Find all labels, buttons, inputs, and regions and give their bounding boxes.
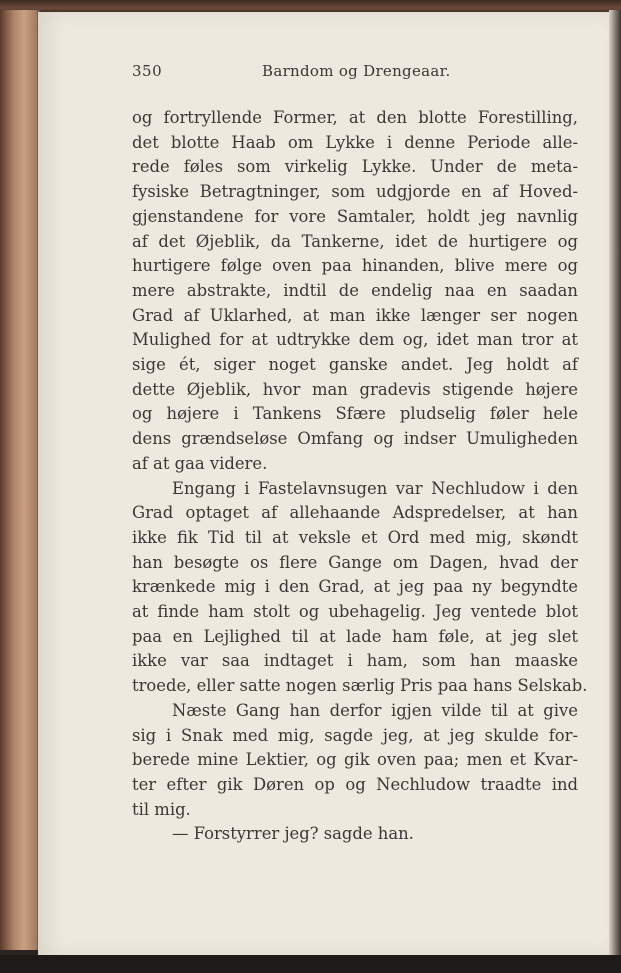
text-line: hurtigere følge oven paa hinanden, blive mere og — [132, 256, 578, 276]
text-line: til mig. — [132, 799, 191, 819]
text-line: af at gaa videre. — [132, 453, 268, 473]
dialogue-line: — Forstyrrer jeg? sagde han. — [172, 824, 414, 844]
text-line: af det Øjeblik, da Tankerne, idet de hurtigere og — [132, 231, 578, 251]
text-line: fysiske Betragtninger, som udgjorde en af Hoved- — [132, 182, 578, 202]
text-line: Grad af Uklarhed, at man ikke længer ser nogen — [132, 305, 578, 325]
page-edge-shadow — [609, 10, 621, 960]
text-line: berede mine Lektier, og gik oven paa; men et Kvar- — [132, 750, 578, 770]
text-line: at finde ham stolt og ubehagelig. Jeg ventede blot — [132, 602, 578, 622]
text-line: ikke fik Tid til at veksle et Ord med mig, skøndt — [132, 527, 578, 547]
text-line: dens grændseløse Omfang og indser Umuligheden — [132, 429, 578, 449]
text-line: ikke var saa indtaget i ham, som han maaske — [132, 651, 578, 671]
text-line: sig i Snak med mig, sagde jeg, at jeg skulde for- — [132, 725, 578, 745]
text-line: Engang i Fastelavnsugen var Nechludow i den — [172, 478, 578, 498]
text-line: Grad optaget af allehaande Adspredelser, at han — [132, 503, 578, 523]
running-title: Barndom og Drengeaar. — [262, 62, 451, 80]
page-number: 350 — [132, 62, 163, 80]
text-line: gjenstandene for vore Samtaler, holdt jeg navnlig — [132, 206, 578, 226]
text-line: dette Øjeblik, hvor man gradevis stigende højere — [132, 379, 578, 399]
text-line: og højere i Tankens Sfære pludselig føler hele — [132, 404, 578, 424]
text-line: paa en Lejlighed til at lade ham føle, at jeg slet — [132, 626, 578, 646]
book-spine — [0, 10, 40, 950]
text-line: sige ét, siger noget ganske andet. Jeg holdt af — [132, 355, 578, 375]
text-line: det blotte Haab om Lykke i denne Periode alle- — [132, 132, 578, 152]
text-line: ter efter gik Døren op og Nechludow traadte ind — [132, 774, 578, 794]
text-line: og fortryllende Former, at den blotte Forestilling, — [132, 108, 578, 127]
text-line: Mulighed for at udtrykke dem og, idet man tror at — [132, 330, 578, 350]
body-text — [132, 106, 588, 847]
text-line: mere abstrakte, indtil de endelig naa en saadan — [132, 280, 578, 300]
paragraph — [132, 106, 578, 477]
text-line: Næste Gang han derfor igjen vilde til at give — [172, 700, 578, 720]
paragraph — [132, 699, 578, 823]
paragraph — [132, 822, 578, 847]
text-line: rede føles som virkelig Lykke. Under de meta- — [132, 157, 578, 177]
text-line: krænkede mig i den Grad, at jeg paa ny begyndte — [132, 577, 578, 597]
text-line: han besøgte os flere Gange om Dagen, hvad der — [132, 552, 578, 572]
text-line: troede, eller satte nogen særlig Pris paa hans Selskab. — [132, 676, 588, 696]
paragraph — [132, 477, 588, 699]
book-bottom-edge — [0, 955, 621, 973]
